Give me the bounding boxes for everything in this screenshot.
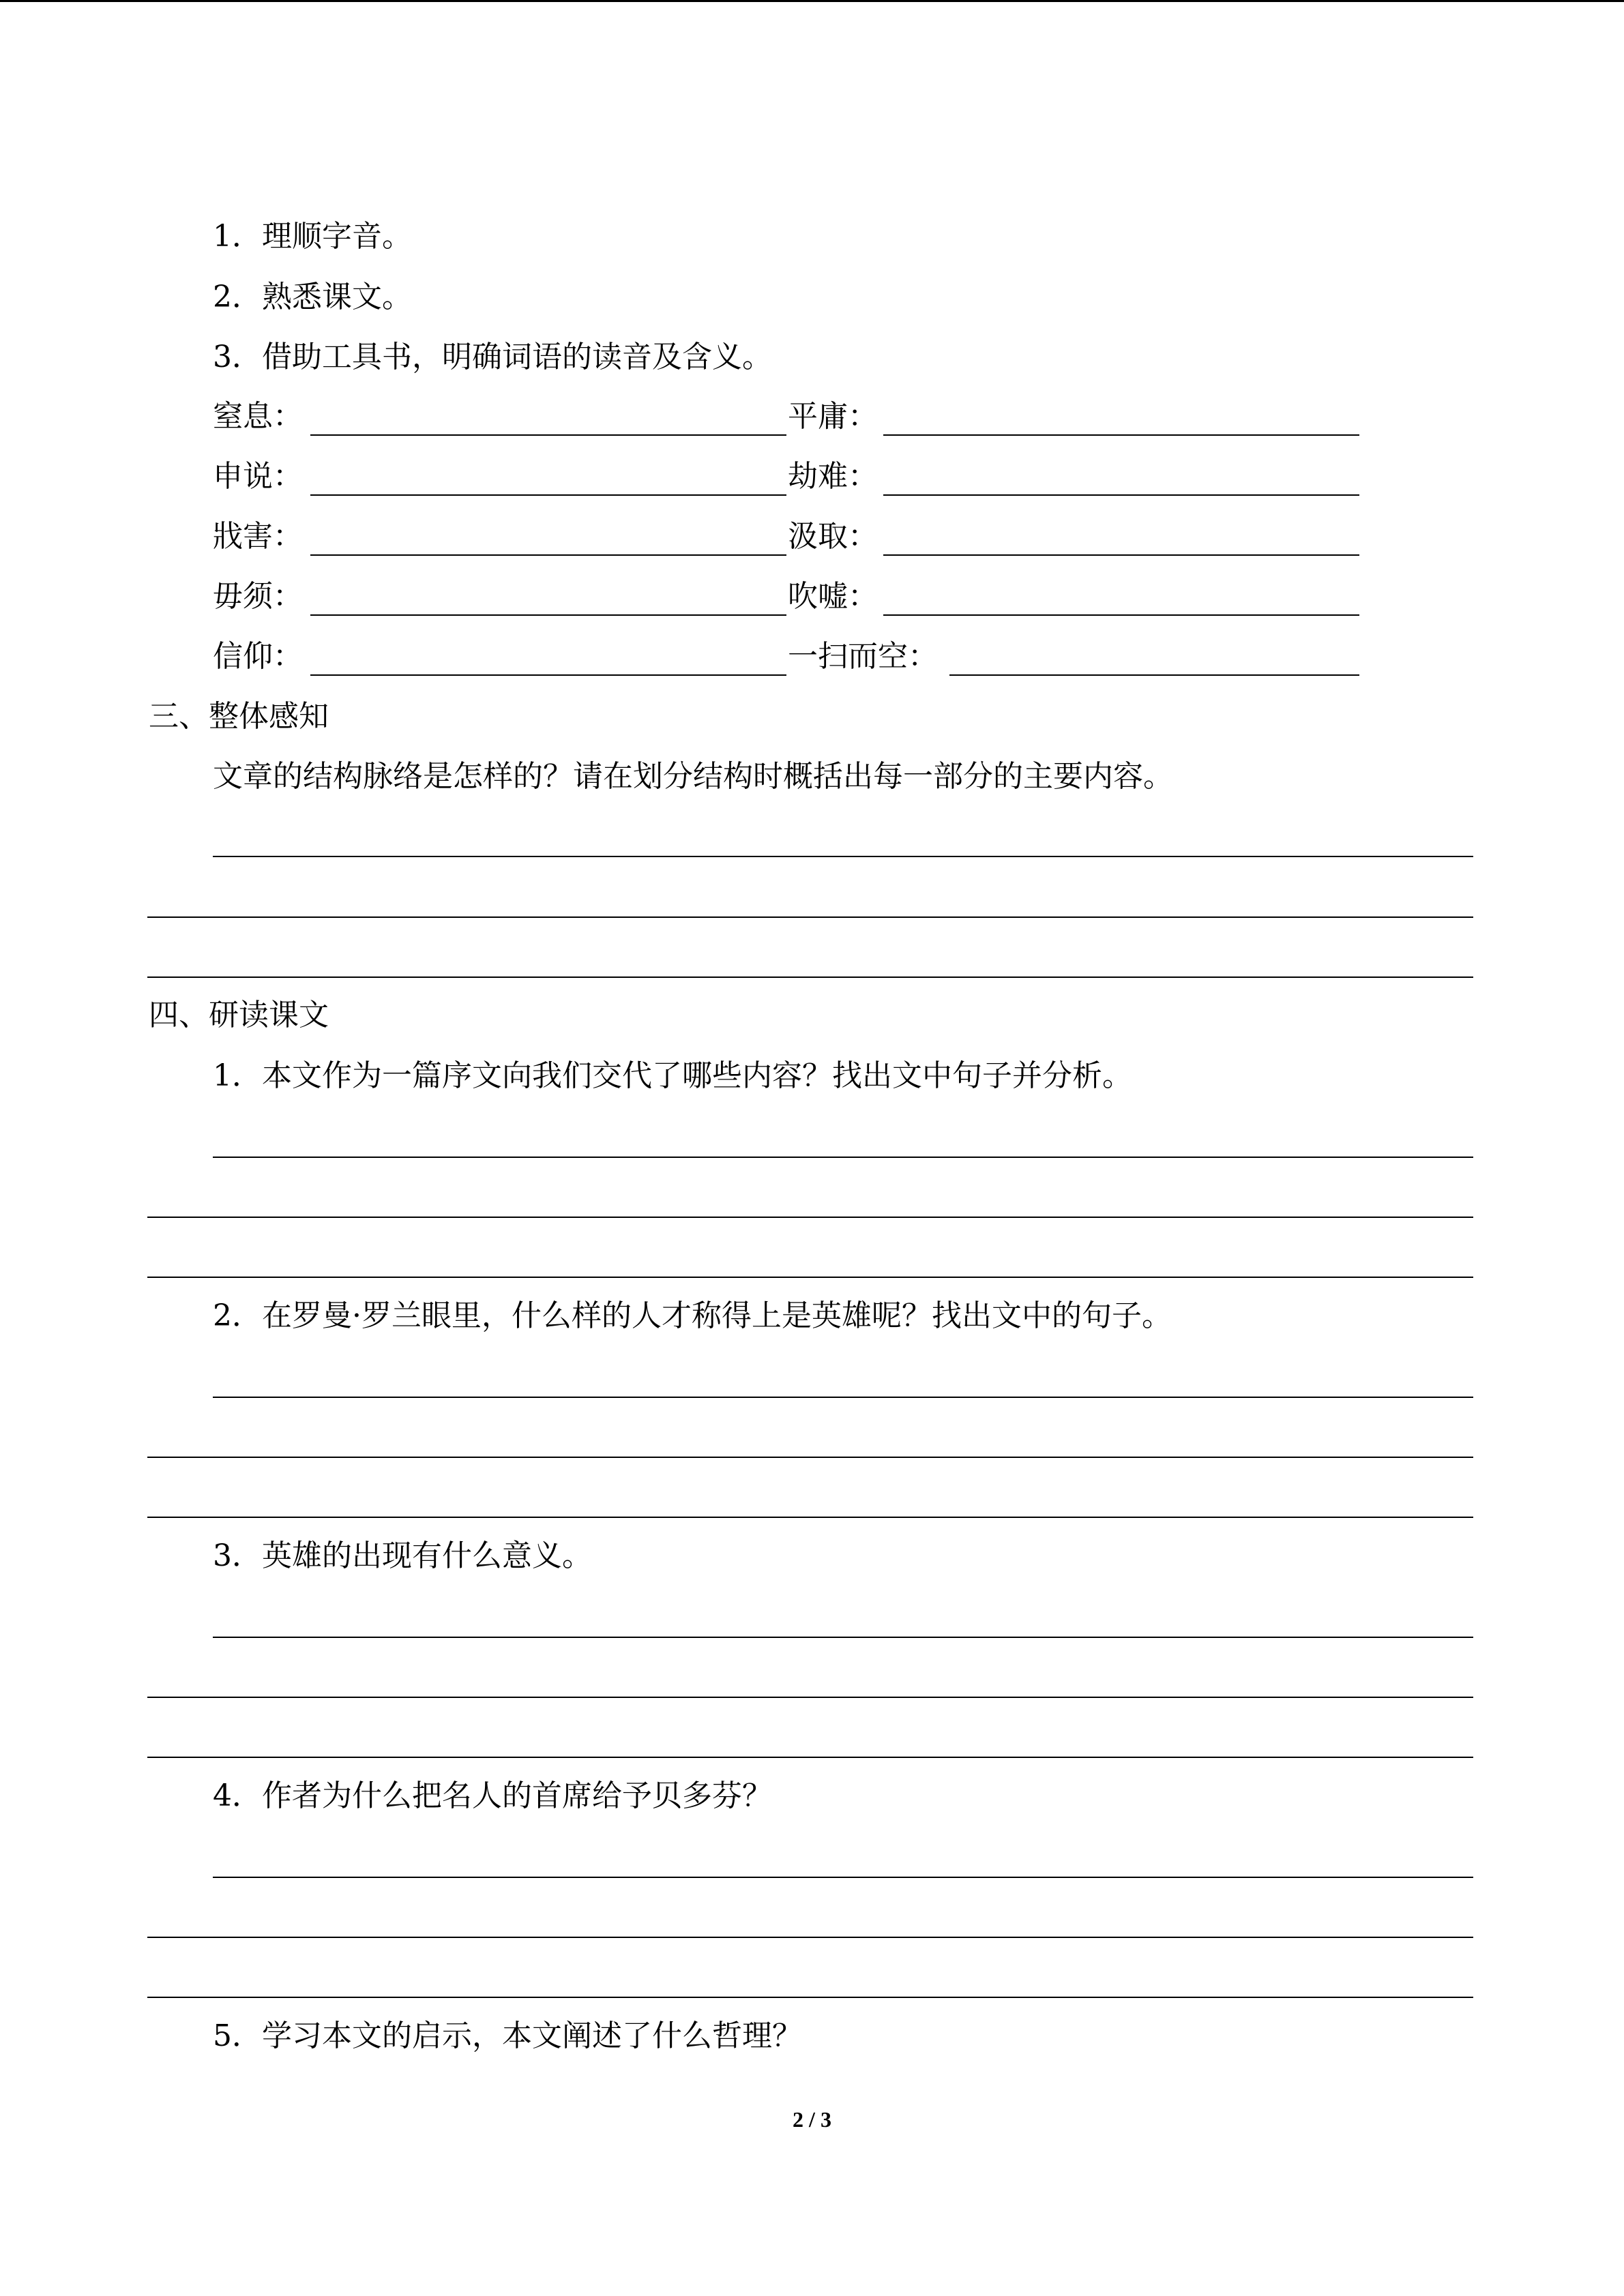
answer-blank[interactable] (883, 494, 1359, 496)
vocab-term: 劫难： (788, 459, 878, 494)
answer-line[interactable] (147, 916, 1473, 918)
answer-blank[interactable] (310, 554, 786, 556)
section-heading-study: 四、研读课文 (149, 998, 329, 1032)
question-structure: 文章的结构脉络是怎样的？请在划分结构时概括出每一部分的主要内容。 (213, 759, 1173, 794)
page-number: 2 / 3 (793, 2107, 831, 2132)
prep-item-1: 1．理顺字音。 (213, 219, 412, 254)
question-1: 1．本文作为一篇序文向我们交代了哪些内容？找出文中句子并分析。 (213, 1058, 1132, 1093)
vocab-term: 一扫而空： (788, 639, 938, 674)
prep-item-2: 2．熟悉课文。 (213, 280, 412, 314)
question-4: 4．作者为什么把名人的首席给予贝多芬？ (213, 1778, 772, 1813)
answer-blank[interactable] (310, 614, 786, 616)
answer-blank[interactable] (310, 494, 786, 496)
vocab-term: 毋须： (213, 579, 303, 614)
question-5: 5．学习本文的启示，本文阐述了什么哲理？ (213, 2018, 802, 2053)
answer-line[interactable] (147, 976, 1473, 978)
answer-blank[interactable] (883, 554, 1359, 556)
answer-line[interactable] (213, 1637, 1473, 1638)
answer-line[interactable] (213, 856, 1473, 857)
answer-blank[interactable] (883, 614, 1359, 616)
answer-blank[interactable] (310, 434, 786, 436)
vocab-term: 申说： (213, 459, 303, 494)
answer-line[interactable] (147, 1757, 1473, 1758)
answer-line[interactable] (147, 1937, 1473, 1938)
section-heading-overall: 三、整体感知 (149, 699, 329, 734)
answer-line[interactable] (213, 1157, 1473, 1158)
answer-line[interactable] (213, 1877, 1473, 1878)
answer-line[interactable] (147, 1277, 1473, 1278)
answer-blank[interactable] (949, 674, 1359, 676)
vocab-term: 汲取： (788, 519, 878, 554)
question-3: 3．英雄的出现有什么意义。 (213, 1538, 592, 1573)
prep-item-3: 3．借助工具书，明确词语的读音及含义。 (213, 340, 772, 374)
vocab-term: 平庸： (788, 399, 878, 434)
answer-line[interactable] (147, 1217, 1473, 1218)
answer-line[interactable] (147, 1997, 1473, 1998)
answer-line[interactable] (147, 1697, 1473, 1698)
answer-blank[interactable] (310, 674, 786, 676)
question-2: 2．在罗曼·罗兰眼里，什么样的人才称得上是英雄呢？找出文中的句子。 (213, 1298, 1172, 1333)
answer-blank[interactable] (883, 434, 1359, 436)
answer-line[interactable] (147, 1457, 1473, 1458)
vocab-term: 窒息： (213, 399, 303, 434)
answer-line[interactable] (147, 1517, 1473, 1518)
answer-line[interactable] (213, 1397, 1473, 1398)
vocab-term: 吹嘘： (788, 579, 878, 614)
vocab-term: 信仰： (213, 639, 303, 674)
vocab-term: 戕害： (213, 519, 303, 554)
